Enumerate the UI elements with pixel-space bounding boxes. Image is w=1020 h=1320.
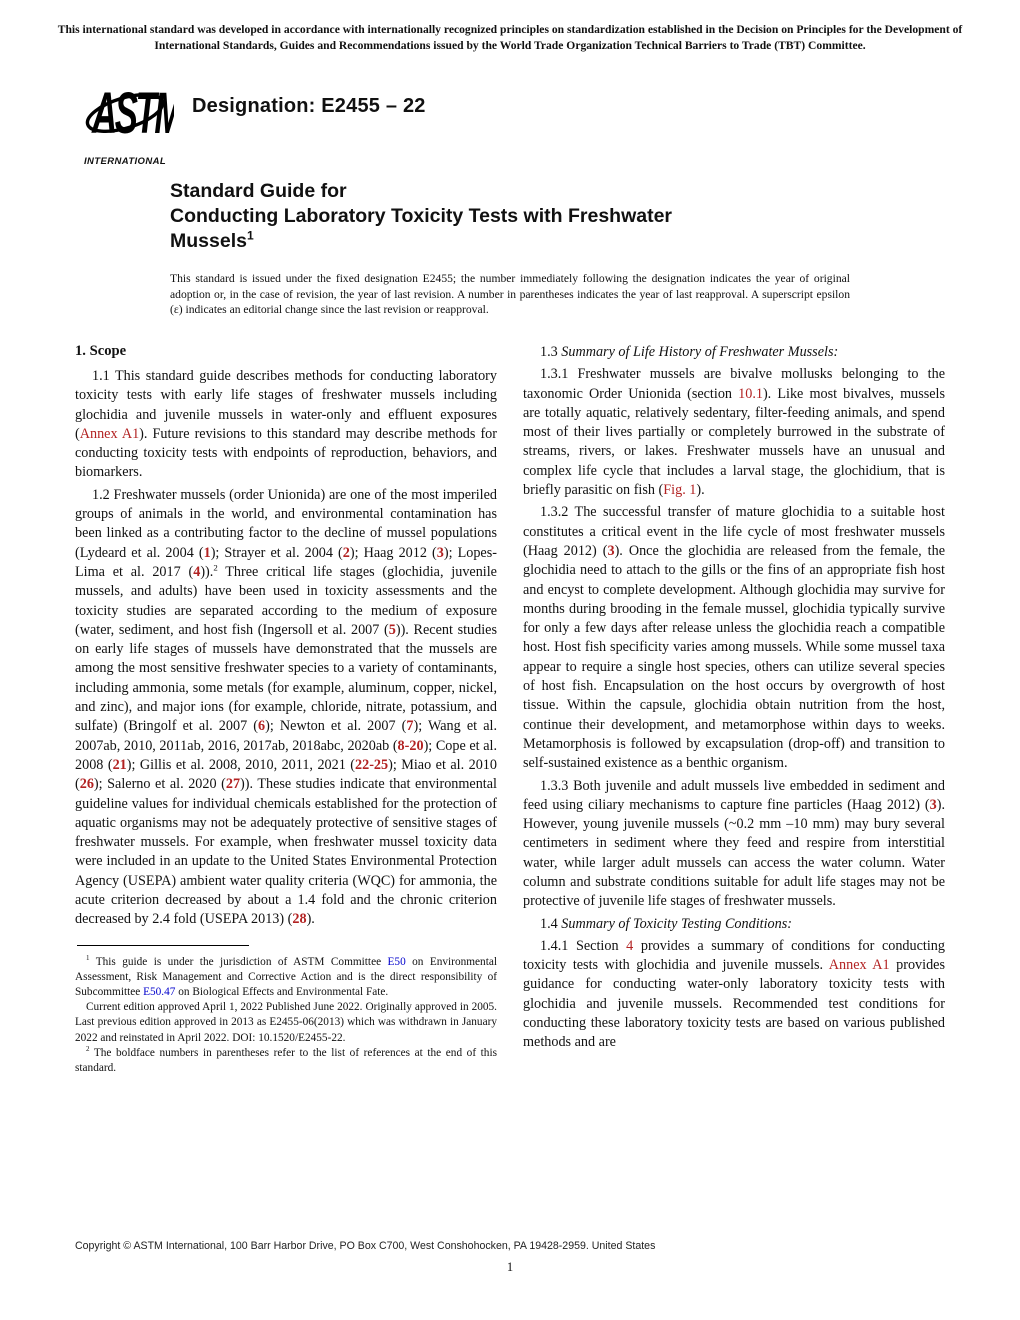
paragraph-1-2: 1.2 Freshwater mussels (order Unionida) are one of the most imperiled groups of animals in the world, and environmental contamination has been linked as a contributing factor to the decline of mussel populations (Lydeard et al. 2004 (1); Strayer et al. 2004 (2); Haag 2012 (3); Lopes-Lima et al. 2017 (4)).$^2$ Three critical life stages (glochidia, juvenile mussels, and adults) have been used in toxicity assessments and the toxicity studies are separated according to the medium of exposure (water, sediment, and host fish (Ingersoll et al. 2007 (5)). Recent studies on early life stages of mussels have demonstrated that the mussels are among the most sensitive freshwater species to a variety of contaminants, including ammonia, some metals (for example, aluminum, copper, nickel, and zinc), and major ions (for example, chloride, nitrate, potassium, and sulfate) (Bringolf et al. 2007 (6); Newton et al. 2007 (7); Wang et al. 2007ab, 2010, 2011ab, 2016, 2017ab, 2018abc, 2020ab (8-20); Cope et al. 2008 (21); Gillis et al. 2008, 2010, 2011, 2021 (22-25); Miao et al. 2010 (26); Salerno et al. 2020 (27)). These studies indicate that environmental guideline values for individual chemicals established for the protection of aquatic organisms may not be adequately protective of sensitive stages of freshwater mussels. For example, when freshwater mussel toxicity data were included in an update to the United States Environmental Protection Agency (USEPA) ambient water quality criteria (WQC) for ammonia, the acute criterion decreased by about a 1.4 fold and the chronic criterion decreased by 2.4 fold (USEPA 2013) (28). xyxy=(75,486,497,928)
cross-reference-link[interactable]: 5 xyxy=(388,621,396,638)
cross-reference-link[interactable]: 8-20 xyxy=(397,737,424,754)
page-title xyxy=(170,179,850,254)
cross-reference-link[interactable]: 26 xyxy=(79,776,94,793)
cross-reference-link[interactable]: 3 xyxy=(436,544,444,561)
astm-globe-icon xyxy=(84,71,174,155)
astm-logo-subtitle: INTERNATIONAL xyxy=(84,156,167,168)
astm-logo-text: ASTM xyxy=(92,82,174,147)
heading-1-4: 1.4 Summary of Toxicity Testing Conditions: xyxy=(540,915,792,932)
cross-reference-link[interactable]: Annex A1 xyxy=(828,957,890,974)
cross-reference-link[interactable]: E50 xyxy=(387,955,406,968)
cross-reference-link[interactable]: Annex A1 xyxy=(79,425,140,442)
body-columns xyxy=(75,343,945,1076)
paragraph-1-3-2: 1.3.2 The successful transfer of mature glochidia to a suitable host constitutes a critical event in the life cycle of most freshwater mussels (Haag 2012) (3). Once the glochidia are released from the female, the glochidia need to attach to the gills or the fins of an appropriate fish host and encyst to complete development. Although glochidia may survive for months during brooding in the female mussel, glochidia typically survive for only a few days after release unless the glochidia reach a compatible host. Host fish specificity varies among mussels. While some mussel taxa appear to require a single host species, others can utilize several species of host fish. Encapsulation on the host occurs by overgrowth of host tissue. Within the capsule, glochidia obtain nutrition from the host, continue their development, and metamorphose within days to weeks. Metamorphosis is followed by excapsulation (drop-off) and transition to self-sustained existence as a benthic organism. xyxy=(523,504,945,772)
cross-reference-link[interactable]: 10.1 xyxy=(738,385,763,402)
brand-row xyxy=(84,71,1020,167)
footnote-2: $^2$ The boldface numbers in parentheses refer to the list of references at the end of this standard. xyxy=(75,1045,497,1074)
footnote-1: $^1$ This guide is under the jurisdiction of ASTM Committee E50 on Environmental Assessment, Risk Management and Corrective Action and is the direct responsibility of Subcommittee E50.47 on Biological Effects and Environmental Fate. xyxy=(75,953,497,998)
wto-tbt-notice: This international standard was developed in accordance with internationally recognized principles on standardization established in the Decision on Principles for the Development of International Standards, Guides and Recommendations issued by the World Trade Organization Technical Barriers to Trade (TBT) Committee. xyxy=(57,23,963,52)
issuance-note: This standard is issued under the fixed designation E2455; the number immediately following the designation indicates the year of original adoption or, in the case of revision, the year of last revision. A number in parentheses indicates the year of last reapproval. A superscript epsilon (ε) indicates an editorial change since the last revision or reapproval. xyxy=(170,272,850,317)
designation-text: Designation: E2455 – 22 xyxy=(192,95,426,118)
cross-reference-link[interactable]: 6 xyxy=(258,718,266,735)
astm-logo xyxy=(84,71,180,167)
cross-reference-link[interactable]: 28 xyxy=(292,911,307,928)
cross-reference-link[interactable]: 1 xyxy=(203,544,211,561)
cross-reference-link[interactable]: 22-25 xyxy=(355,756,389,773)
cross-reference-link[interactable]: 3 xyxy=(929,796,937,813)
cross-reference-link[interactable]: 3 xyxy=(607,542,615,559)
page-number: 1 xyxy=(506,1260,514,1274)
paragraph-1-4-1: 1.4.1 Section 4 provides a summary of conditions for conducting toxicity tests with glochidia and juvenile mussels. Annex A1 provides guidance for conducting water-only laboratory toxicity tests with glochidia and juvenile mussels. Recommended test conditions for conducting these laboratory toxicity tests are based on various published methods and are xyxy=(523,937,945,1051)
paragraph-1-3-3: 1.3.3 Both juvenile and adult mussels live embedded in sediment and feed using ciliary mechanisms to capture fine particles (Haag 2012) (3). However, young juvenile mussels (~0.2 mm –10 mm) may bury several centimeters in sediment where they feed and respire from interstitial water, while larger adult mussels can access the water column. Water column and substrate conditions suitable for adult life stages may not be protective of juvenile life stages of freshwater mussels. xyxy=(523,777,945,910)
paragraph-1-3-1: 1.3.1 Freshwater mussels are bivalve mollusks belonging to the taxonomic Order Unionida (section 10.1). Like most bivalves, mussels are totally aquatic, relatively sedentary, filter-feeding animals, and spend most of their lives partially or completely burrowed in the substrate of streams, rivers, or lakes. Freshwater mussels have an unusual and complex life cycle that includes a larval stage, the glochidium, that is briefly parasitic on fish (Fig. 1). xyxy=(523,366,946,499)
left-column xyxy=(75,343,497,1076)
title-line-1: Standard Guide for xyxy=(170,180,347,203)
cross-reference-link[interactable]: 21 xyxy=(112,756,127,773)
heading-1-3: 1.3 Summary of Life History of Freshwater Mussels: xyxy=(540,343,839,360)
footnote-divider xyxy=(77,945,249,946)
title-line-3: Mussels$^1$ xyxy=(170,228,254,253)
cross-reference-link[interactable]: 4 xyxy=(626,937,634,954)
cross-reference-link[interactable]: E50.47 xyxy=(143,985,176,998)
cross-reference-link[interactable]: 27 xyxy=(225,776,241,793)
section-1-heading: 1. Scope xyxy=(75,342,127,359)
cross-reference-link[interactable]: Fig. 1 xyxy=(663,482,697,499)
right-column xyxy=(523,343,945,1076)
cross-reference-link[interactable]: 4 xyxy=(193,563,201,580)
cross-reference-link[interactable]: 7 xyxy=(406,718,414,735)
footnote-edition: Current edition approved April 1, 2022 Published June 2022. Originally approved in 2005. Last previous edition approved in 2013 as E2455-06(2013) which was withdrawn in January 2022 and reinstated in April 2022. DOI: 10.1520/E2455-22. xyxy=(75,1001,497,1044)
copyright-text: Copyright © ASTM International, 100 Barr Harbor Drive, PO Box C700, West Conshohocken, PA 19428-2959. United States xyxy=(75,1240,656,1252)
cross-reference-link[interactable]: 2 xyxy=(342,544,350,561)
title-line-2: Conducting Laboratory Toxicity Tests with Freshwater xyxy=(170,205,673,228)
paragraph-1-1: 1.1 This standard guide describes methods for conducting laboratory toxicity tests with early life stages of freshwater mussels including glochidia and juvenile mussels in water-only and effluent exposures (Annex A1). Future revisions to this standard may describe methods for conducting toxicity tests with endpoints of reproduction, behaviors, and biomarkers. xyxy=(75,367,498,481)
